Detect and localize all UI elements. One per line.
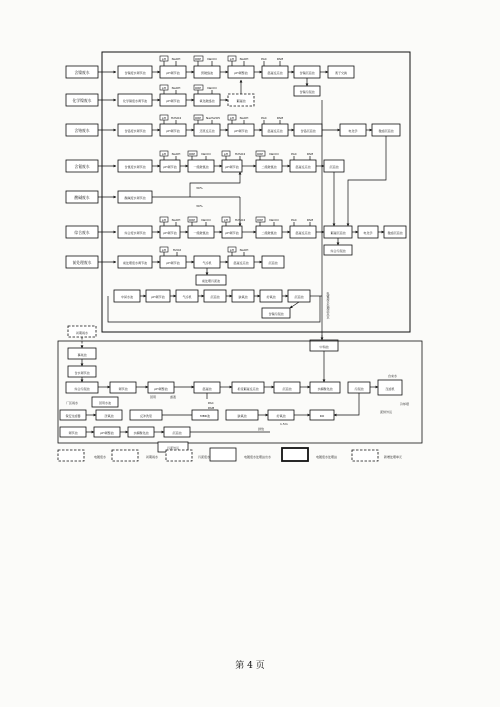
legend-label-1: 电镀废水: [94, 455, 107, 459]
node-label: RO: [319, 414, 325, 418]
node-label: 含镍沉淀池: [299, 71, 315, 75]
reuse-line: [108, 290, 330, 322]
node-label: pH调节池: [166, 99, 180, 103]
node-label: H2SO4: [234, 152, 246, 156]
node-label: 含铬废水调节池: [124, 129, 146, 133]
node-label: NaOH: [239, 116, 249, 120]
node-label: pH: [229, 116, 235, 120]
node-label: 反冲洗泵: [139, 414, 153, 418]
node-label: 厌氧池: [104, 414, 114, 418]
node-label: 含镍废水调节池: [124, 71, 146, 75]
node-label: NaClO: [201, 152, 211, 156]
node-label: 一级破氰池: [193, 231, 209, 235]
node-label: H2SO4: [170, 116, 182, 120]
node-label: 前处理污泥池: [201, 279, 221, 283]
node-label: 水解酸化池: [317, 387, 333, 391]
node-label: 混凝反应池: [267, 71, 283, 75]
node-label: 折流絮凝反应池: [237, 387, 259, 391]
node-label: PAC: [261, 116, 267, 120]
node-label: pH调节池: [166, 71, 180, 75]
node-label: ORP: [194, 57, 202, 61]
node-label: 氧化破络池: [199, 99, 215, 103]
node-label: NaOH: [171, 57, 181, 61]
node-label: 污泥外运: [166, 446, 180, 450]
node-label: pH: [223, 152, 229, 156]
node-label: H2SO4: [234, 218, 246, 222]
node-label: 缺氧池: [237, 414, 247, 418]
station-outlet-label: 电镀废水处理站出水: [326, 292, 330, 319]
node-label: pH调节池: [225, 231, 239, 235]
process-box: [58, 450, 84, 461]
node-label: 调节池: [68, 431, 78, 435]
node-label: 气浮机: [202, 261, 212, 265]
node-label: 沉淀池: [268, 261, 278, 265]
legend-label-3: 污泥废水: [198, 455, 211, 459]
source-cyanide: 含氰废水: [74, 164, 90, 169]
legend: [58, 448, 402, 461]
process-box: [352, 450, 378, 461]
node-label: 缺氧池: [238, 295, 248, 299]
source-column: [66, 66, 116, 268]
node-label: 含水调节池: [74, 371, 90, 375]
node-label: pH: [161, 116, 167, 120]
node-label: 中和池: [319, 345, 329, 349]
node-label: 保安过滤器: [65, 414, 81, 418]
node-label: pH调整池: [100, 431, 114, 435]
node-label: 沉淀池: [294, 295, 304, 299]
node-label: pH调整池: [234, 71, 248, 75]
node-label: PAC: [291, 152, 297, 156]
node-label: 微滤沉淀池: [378, 129, 394, 133]
node-label: 初期雨水: [75, 331, 89, 335]
split-label-1: 30%: [196, 186, 203, 190]
node-label: 好氧池: [266, 295, 276, 299]
node-label: pH调节池: [151, 295, 165, 299]
node-label: 沉淀池: [172, 431, 182, 435]
park-treatment: [58, 326, 422, 452]
node-label: pH: [223, 218, 229, 222]
node-label: PAC: [261, 57, 267, 61]
node-label: 混凝反应池: [267, 129, 283, 133]
source-pretreat: 前处理废水: [72, 260, 92, 265]
node-label: pH: [161, 152, 167, 156]
node-label: 冷却塔: [400, 402, 410, 406]
node-label: pH: [229, 57, 235, 61]
process-box: [210, 448, 236, 461]
source-chem-nickel: 化学镍废水: [72, 98, 92, 103]
node-label: NaOH: [239, 248, 249, 252]
node-label: 排放: [258, 427, 265, 431]
node-label: 二级破氰池: [261, 165, 277, 169]
node-label: ORP: [194, 86, 202, 90]
source-composite: 综合废水: [74, 230, 90, 235]
node-label: NaOH: [171, 152, 181, 156]
node-label: pH调节池: [225, 165, 239, 169]
node-label: pH调节池: [234, 129, 248, 133]
node-label: 化学镍废水调节池: [122, 99, 148, 103]
legend-label-6: 新增处理单元: [384, 455, 403, 459]
node-label: 污泥池: [354, 387, 364, 391]
legend-label-4: 电镀废水处理站出水: [244, 455, 272, 459]
process-box: [166, 450, 192, 461]
node-label: 综合污泥池: [74, 387, 90, 391]
node-label: NaOH: [171, 86, 181, 90]
node-label: ORP: [188, 152, 196, 156]
node-label: 电化学: [363, 231, 373, 235]
node-label: NaClO: [269, 152, 279, 156]
source-chrome: 含铬废水: [74, 128, 90, 133]
node-label: pH调节池: [166, 129, 180, 133]
node-label: MBR池: [200, 414, 210, 418]
page-number: 第 4 页: [235, 661, 265, 671]
node-label: 综合废水调节池: [124, 231, 146, 235]
node-label: pH调节池: [166, 261, 180, 265]
chrome-line: [118, 115, 400, 136]
node-label: 电化学: [348, 129, 358, 133]
node-label: ORP: [256, 152, 264, 156]
node-label: 混凝反应池: [233, 261, 249, 265]
node-label: 水解酸化池: [133, 431, 149, 435]
node-label: NaOH: [239, 57, 249, 61]
source-acid: 酸碱废水: [74, 195, 90, 200]
node-label: PAM: [208, 406, 215, 410]
node-label: pH调节池: [163, 231, 177, 235]
node-label: 自来水: [388, 374, 398, 378]
node-label: NaClO: [207, 86, 217, 90]
node-label: 好氧池: [276, 414, 286, 418]
node-label: NaClO: [269, 218, 279, 222]
node-label: 气浮机: [182, 295, 192, 299]
node-label: 1.5m: [280, 422, 288, 426]
chem-nickel-line: [118, 80, 254, 106]
node-label: 沉淀池: [210, 295, 220, 299]
node-label: 压滤机: [385, 387, 395, 391]
node-label: pH: [161, 248, 167, 252]
node-label: 酸碱废水调节池: [124, 196, 146, 200]
node-label: PAM: [276, 57, 284, 61]
node-label: 离子交换: [334, 71, 348, 75]
node-label: 微滤沉淀池: [387, 231, 403, 235]
node-label: 含氰废水调节池: [124, 165, 146, 169]
node-label: PAC: [208, 401, 214, 405]
node-label: PAC: [291, 218, 297, 222]
node-label: 絮凝沉淀池: [330, 231, 346, 235]
node-label: 滤液: [170, 395, 177, 399]
node-label: 混凝池: [202, 387, 212, 391]
node-label: 前处理废水调节池: [122, 261, 148, 265]
node-label: 回用: [150, 395, 157, 399]
node-label: ORP: [188, 218, 196, 222]
node-label: NaOH: [171, 218, 181, 222]
node-label: 含铬沉淀池: [300, 129, 316, 133]
node-label: pH: [229, 248, 235, 252]
source-nickel: 含镍废水: [74, 70, 90, 75]
node-label: 含镍污泥池: [299, 90, 315, 94]
node-label: pH调整池: [154, 387, 168, 391]
node-label: 混凝反应池: [295, 231, 311, 235]
cyanide-line: [118, 151, 344, 226]
legend-label-5: 电镀废水处理站: [316, 455, 338, 459]
node-label: 一级破氰池: [193, 165, 209, 169]
legend-label-2: 初期雨水: [146, 455, 159, 459]
node-label: 事故池: [77, 353, 87, 357]
node-label: PAM: [306, 218, 314, 222]
node-label: 中间水池: [120, 295, 134, 299]
node-label: 回用水池: [98, 401, 112, 405]
node-label: PAM: [276, 116, 284, 120]
node-label: 还原反应池: [199, 129, 215, 133]
node-label: pH调节池: [163, 165, 177, 169]
node-label: H2O2: [172, 248, 182, 252]
node-label: 厂区雨水: [66, 401, 79, 405]
node-label: ORP: [194, 116, 202, 120]
node-label: 混凝反应池: [295, 165, 311, 169]
node-label: 预破络池: [200, 71, 214, 75]
node-label: 二级破氰池: [261, 231, 277, 235]
node-label: 絮凝池: [236, 99, 246, 103]
process-box: [112, 450, 138, 461]
process-box: [282, 448, 308, 461]
node-label: 含镍污泥池: [268, 312, 284, 316]
node-label: 调节池: [118, 387, 128, 391]
node-label: 沉淀池: [329, 165, 339, 169]
node-label: ORP: [256, 218, 264, 222]
node-label: Na2S2O5: [205, 116, 221, 120]
nickel-line: [118, 56, 354, 96]
split-label-2: 30%: [196, 204, 203, 208]
node-label: pH: [161, 57, 167, 61]
pretreat-line: [118, 247, 284, 285]
node-label: pH: [161, 218, 167, 222]
node-label: 综合污泥池: [330, 249, 346, 253]
node-label: 泥饼外运: [380, 410, 393, 414]
node-label: pH: [161, 86, 167, 90]
node-label: NaClO: [207, 57, 217, 61]
node-label: NaClO: [201, 218, 211, 222]
node-label: 沉淀池: [282, 387, 292, 391]
node-label: PAM: [306, 152, 314, 156]
